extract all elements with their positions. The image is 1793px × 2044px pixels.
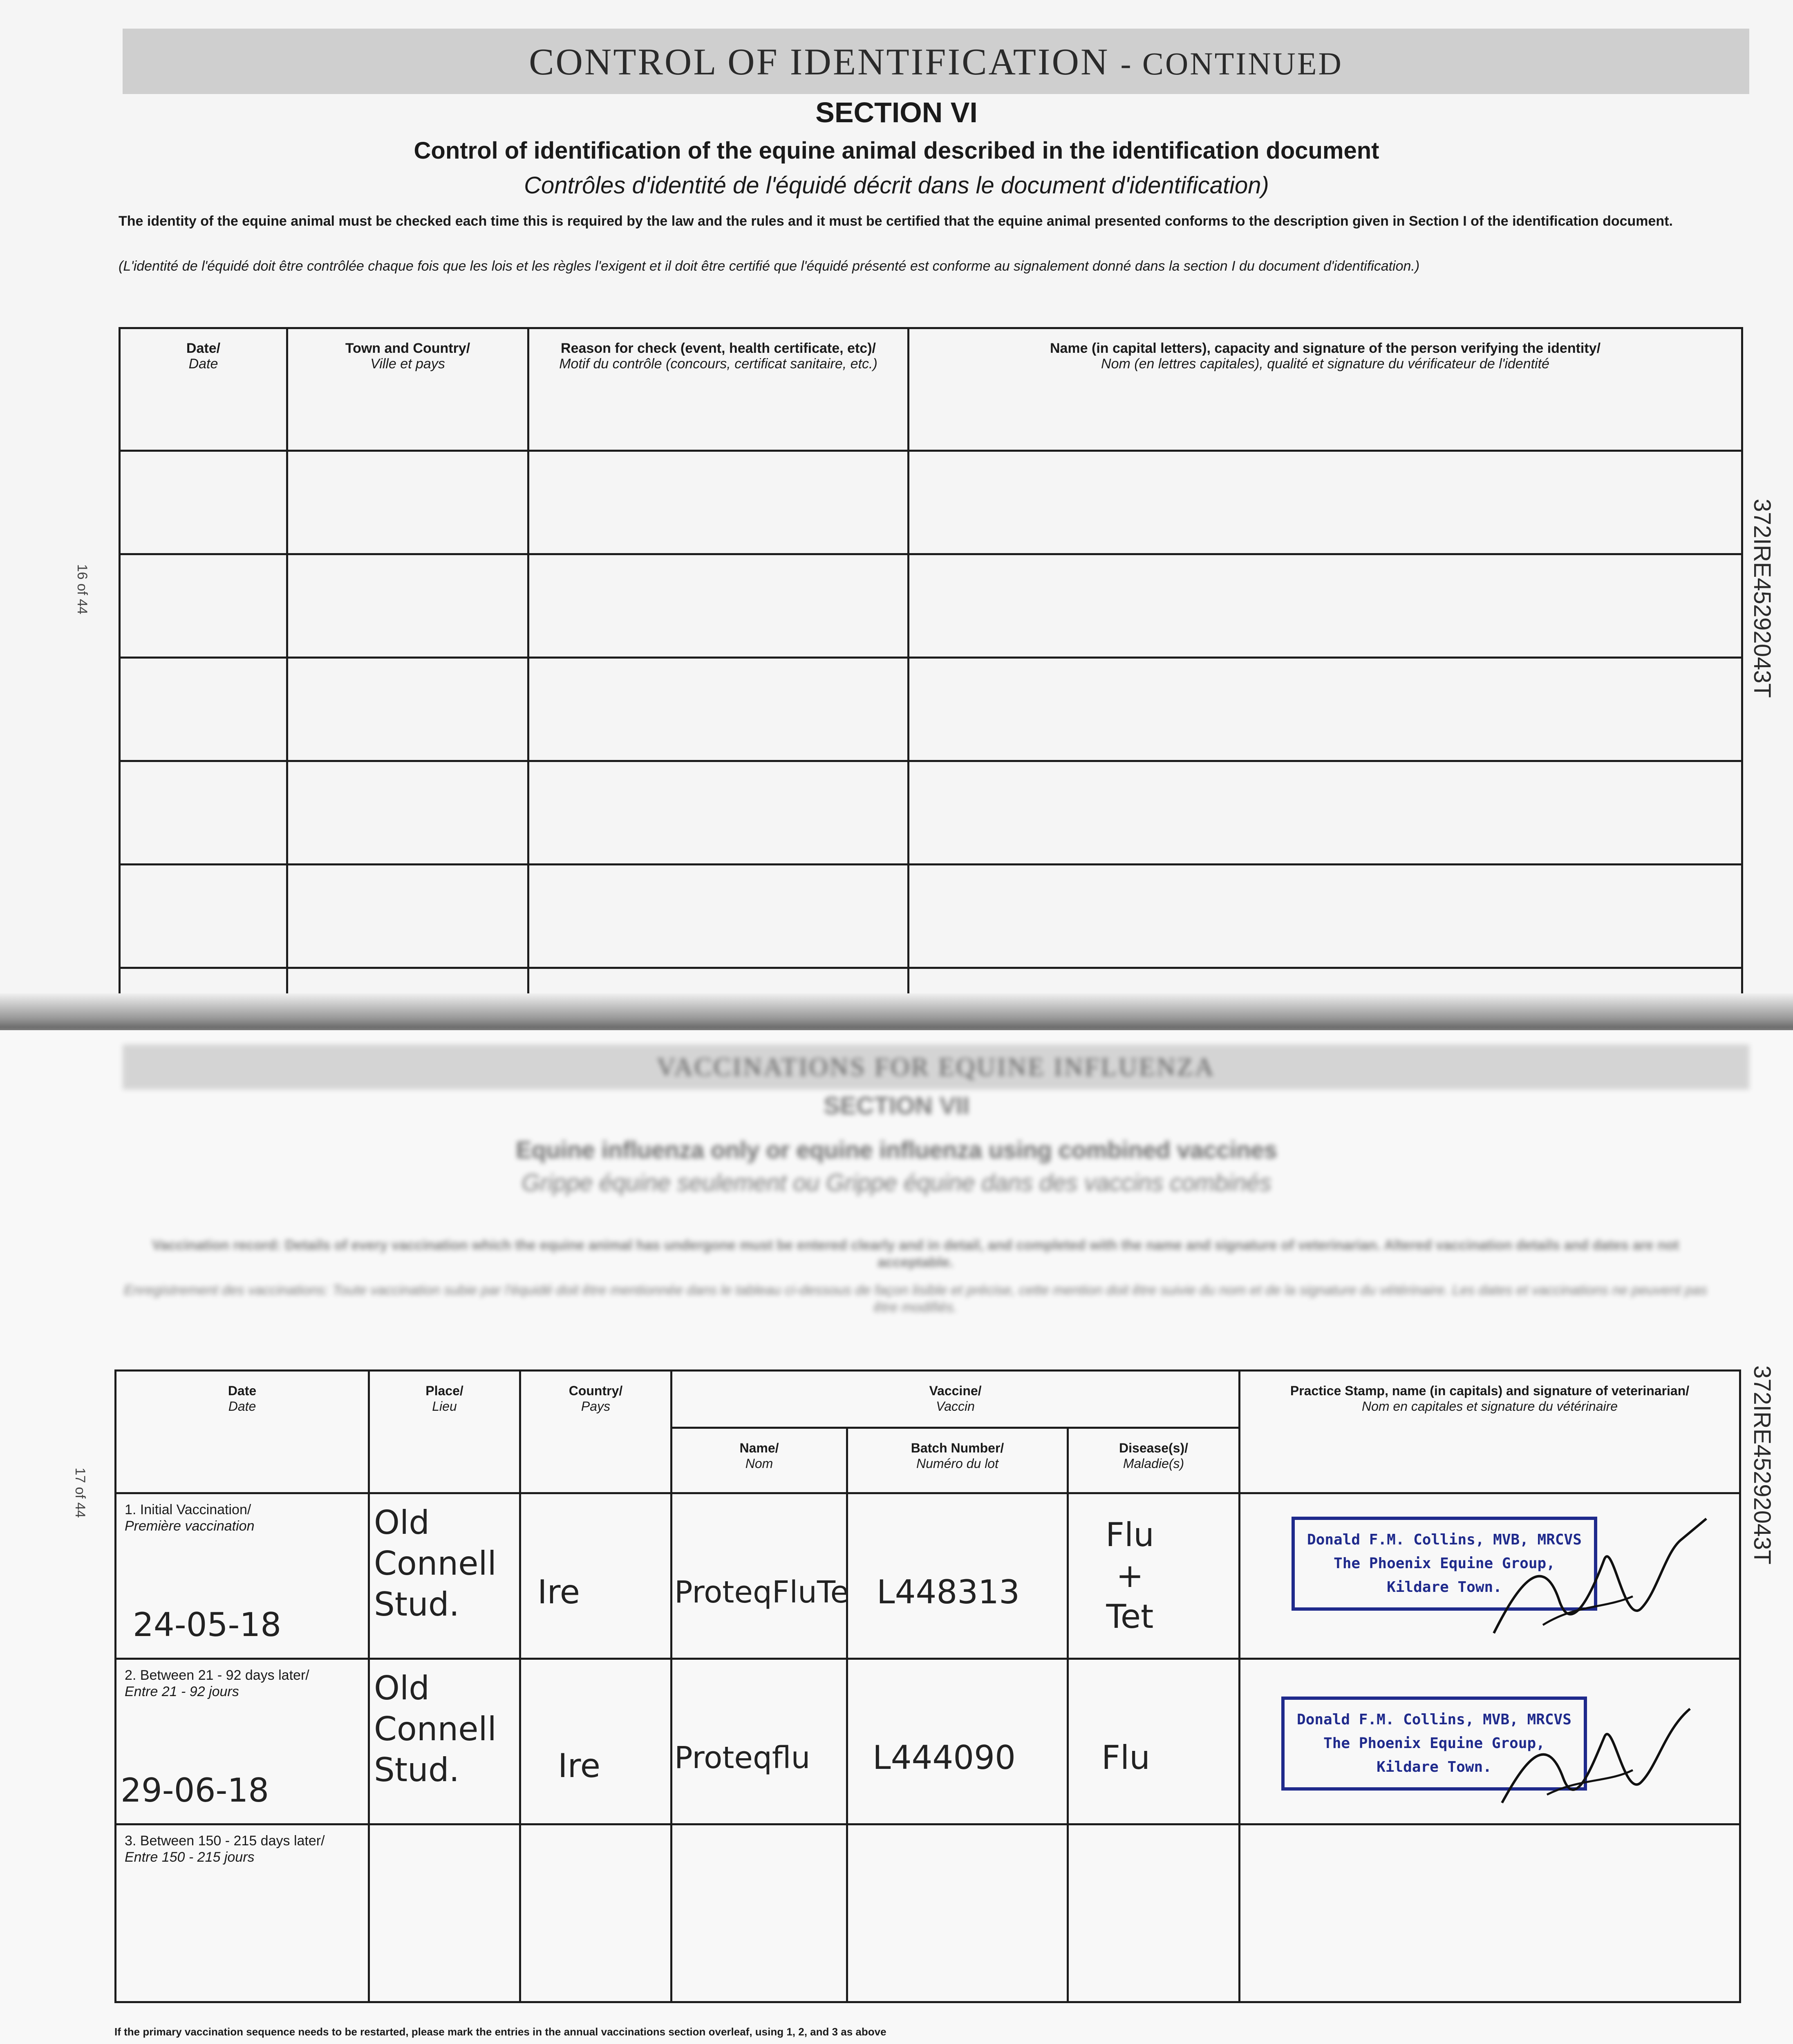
lower-title-band (123, 1044, 1749, 1089)
vet-signature (1469, 1502, 1715, 1650)
row-label: 3. Between 150 - 215 days later/ Entre 150 - 215 jours (125, 1833, 325, 1865)
col-disease: Disease(s)/ Maladie(s) (1068, 1428, 1240, 1493)
table-row (120, 554, 1742, 658)
row-label: 2. Between 21 - 92 days later/ Entre 21 - 92 jours (125, 1667, 309, 1699)
lower-intro-text: Vaccination record: Details of every vaccination which the equine animal has undergone must be entered clearly and in detail, and completed with the name and signature of veterinarian. Altered vaccination details and dates are not acceptable. (152, 1237, 1679, 1270)
intro-text: The identity of the equine animal must be checked each time this is required by the law and the rules and it must be certified that the equine animal presented conforms to the description given in Section I of the identification document. (119, 213, 1673, 229)
vaccination-country: Ire (558, 1747, 600, 1785)
page-heading-fr: Contrôles d'identité de l'équidé décrit dans le document d'identification) (524, 172, 1269, 199)
vaccine-name: ProteqFluTe (674, 1575, 849, 1610)
vaccination-place: Old Connell Stud. (374, 1504, 497, 1623)
vaccination-row-3 (116, 1824, 1740, 2002)
disease: Flu + Tet (1106, 1516, 1154, 1636)
batch-number: L448313 (877, 1573, 1020, 1611)
identity-check-table (119, 327, 1743, 1072)
vaccination-row-1 (116, 1493, 1740, 1659)
col-date: Date/ Date (120, 328, 287, 451)
row-label: 1. Initial Vaccination/ Première vaccination (125, 1502, 255, 1534)
lower-page-number: 17 of 44 (72, 1468, 88, 1518)
col-vaccine: Vaccine/ Vaccin (672, 1371, 1240, 1428)
table-row (120, 865, 1742, 968)
col-practice-stamp: Practice Stamp, name (in capitals) and signature of veterinarian/ Nom en capitales et signature du vétérinaire (1240, 1371, 1740, 1493)
band-title-text: CONTROL OF IDENTIFICATION (529, 41, 1110, 83)
side-code: 372IRE45292043T (1749, 499, 1775, 698)
lower-page-heading: Equine influenza only or equine influenza using combined vaccines (516, 1137, 1277, 1163)
lower-side-code: 372IRE45292043T (1749, 1365, 1775, 1564)
vaccination-date: 24-05-18 (133, 1606, 282, 1644)
band-continued-text: - CONTINUED (1120, 46, 1343, 81)
lower-section-heading: SECTION VII (824, 1092, 969, 1119)
band-title (123, 40, 1749, 83)
col-batch-number: Batch Number/ Numéro du lot (847, 1428, 1068, 1493)
page-number: 16 of 44 (74, 564, 90, 614)
vaccination-table (114, 1369, 1741, 2003)
col-vaccine-name: Name/ Nom (672, 1428, 847, 1493)
vaccination-row-2 (116, 1659, 1740, 1824)
disease: Flu (1101, 1739, 1150, 1777)
col-verifier: Name (in capital letters), capacity and signature of the person verifying the identity/ Nom (en lettres capitales), qualité et signature du vérificateur de l'identité (909, 328, 1742, 451)
table-row (120, 451, 1742, 554)
vaccination-date: 29-06-18 (121, 1771, 269, 1809)
lower-band-title: VACCINATIONS FOR EQUINE INFLUENZA (656, 1052, 1215, 1081)
col-vacc-date: Date Date (116, 1371, 369, 1493)
vaccination-country: Ire (537, 1573, 580, 1611)
col-country: Country/ Pays (520, 1371, 672, 1493)
col-place: Place/ Lieu (369, 1371, 520, 1493)
section-heading: SECTION VI (815, 96, 978, 128)
vaccine-name: Proteqflu (674, 1740, 810, 1775)
batch-number: L444090 (873, 1739, 1016, 1777)
table-row (120, 658, 1742, 761)
page-heading: Control of identification of the equine animal described in the identification document (414, 137, 1379, 164)
lower-page-heading-fr: Grippe équine seulement ou Grippe équine dans des vaccins combinés (522, 1170, 1271, 1196)
col-reason: Reason for check (event, health certificate, etc)/ Motif du contrôle (concours, certificat sanitaire, etc.) (528, 328, 909, 451)
footnote: If the primary vaccination sequence needs to be restarted, please mark the entries in the annual vaccinations section overleaf, using 1, 2, and 3 as above (114, 2026, 886, 2038)
lower-intro-text-fr: Enregistrement des vaccinations: Toute vaccination subie par l'équidé doit être mentionnée dans le tableau ci-dessous de façon lisible et précise, cette mention doit être suivie du nom et de la signature du vétérinaire. Les dates et vaccinations ne peuvent pas être modifiés. (123, 1282, 1708, 1315)
title-band (123, 29, 1749, 94)
vet-signature (1486, 1684, 1698, 1815)
table-row (120, 761, 1742, 865)
vaccination-place: Old Connell Stud. (374, 1669, 497, 1789)
vet-stamp: Donald F.M. Collins, MVB, MRCVS The Phoenix Equine Group, Kildare Town. (1281, 1697, 1587, 1791)
intro-text-fr: (L'identité de l'équidé doit être contrôlée chaque fois que les lois et les règles l'exigent et il doit être certifié que l'équidé présenté est conforme au signalement donné dans la section I du document d'identification.) (119, 258, 1420, 274)
col-town-country: Town and Country/ Ville et pays (287, 328, 528, 451)
vet-stamp: Donald F.M. Collins, MVB, MRCVS The Phoenix Equine Group, Kildare Town. (1292, 1517, 1597, 1611)
